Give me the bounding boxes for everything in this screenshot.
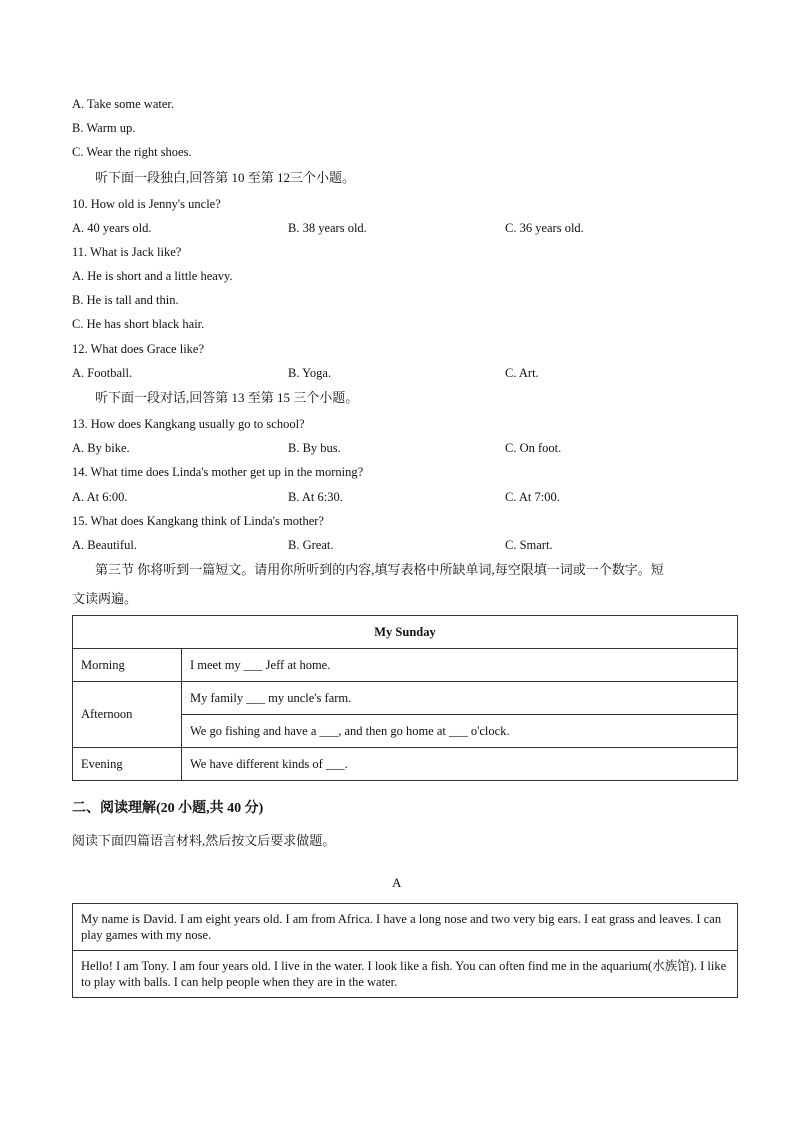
q12-option-a: A. Football. <box>72 366 133 380</box>
q11-option-c: C. He has short black hair. <box>72 317 205 331</box>
instruction-13-15: 听下面一段对话,回答第 13 至第 15 三个小题。 <box>95 390 359 405</box>
table-row-label: Afternoon <box>73 682 182 748</box>
table-cell-blank: We have different kinds of ___. <box>182 748 738 781</box>
passage-david: My name is David. I am eight years old. I am from Africa. I have a long nose and two very big ears. I eat grass and leaves. I can play games with my nose. <box>73 904 738 951</box>
q12-question: 12. What does Grace like? <box>72 342 205 356</box>
q10-question: 10. How old is Jenny's uncle? <box>72 197 221 211</box>
q15-option-c: C. Smart. <box>505 538 553 552</box>
q12-option-b: B. Yoga. <box>288 366 332 380</box>
section3-instruction-line1: 第三节 你将听到一篇短文。请用你所听到的内容,填写表格中所缺单词,每空限填一词或一个数字。短 <box>95 562 664 577</box>
passage-label: A <box>392 875 402 890</box>
q10-option-b: B. 38 years old. <box>288 221 367 235</box>
q10-option-c: C. 36 years old. <box>505 221 584 235</box>
q12-option-c: C. Art. <box>505 366 539 380</box>
q11-option-a: A. He is short and a little heavy. <box>72 269 233 283</box>
reading-section-heading: 二、阅读理解(20 小题,共 40 分) <box>72 801 264 816</box>
table-cell-blank: I meet my ___ Jeff at home. <box>182 649 738 682</box>
passage-a-box <box>72 903 738 998</box>
section3-instruction-line2: 文读两遍。 <box>72 591 138 606</box>
q11-option-b: B. He is tall and thin. <box>72 293 179 307</box>
q15-question: 15. What does Kangkang think of Linda's mother? <box>72 514 324 528</box>
q14-option-a: A. At 6:00. <box>72 490 128 504</box>
q15-option-b: B. Great. <box>288 538 334 552</box>
table-cell-blank: We go fishing and have a ___, and then go home at ___ o'clock. <box>182 715 738 748</box>
q9-option-b: B. Warm up. <box>72 121 136 135</box>
q14-option-c: C. At 7:00. <box>505 490 560 504</box>
q14-option-b: B. At 6:30. <box>288 490 343 504</box>
q14-question: 14. What time does Linda's mother get up in the morning? <box>72 465 364 479</box>
q13-option-c: C. On foot. <box>505 441 562 455</box>
passage-tony: Hello! I am Tony. I am four years old. I live in the water. I look like a fish. You can often find me in the aquarium(水族馆). I like to play with balls. I can help people when they are in the water. <box>73 951 738 998</box>
table-row-label: Morning <box>73 649 182 682</box>
q10-option-a: A. 40 years old. <box>72 221 152 235</box>
q15-option-a: A. Beautiful. <box>72 538 137 552</box>
q13-option-b: B. By bus. <box>288 441 341 455</box>
table-row-label: Evening <box>73 748 182 781</box>
q9-option-c: C. Wear the right shoes. <box>72 145 192 159</box>
instruction-10-12: 听下面一段独白,回答第 10 至第 12三个小题。 <box>95 170 356 185</box>
q9-option-a: A. Take some water. <box>72 97 174 111</box>
my-sunday-table <box>72 615 738 781</box>
q11-question: 11. What is Jack like? <box>72 245 182 259</box>
q13-option-a: A. By bike. <box>72 441 130 455</box>
table-title: My Sunday <box>73 616 738 649</box>
q13-question: 13. How does Kangkang usually go to school? <box>72 417 305 431</box>
reading-instruction: 阅读下面四篇语言材料,然后按文后要求做题。 <box>72 833 336 848</box>
table-cell-blank: My family ___ my uncle's farm. <box>182 682 738 715</box>
